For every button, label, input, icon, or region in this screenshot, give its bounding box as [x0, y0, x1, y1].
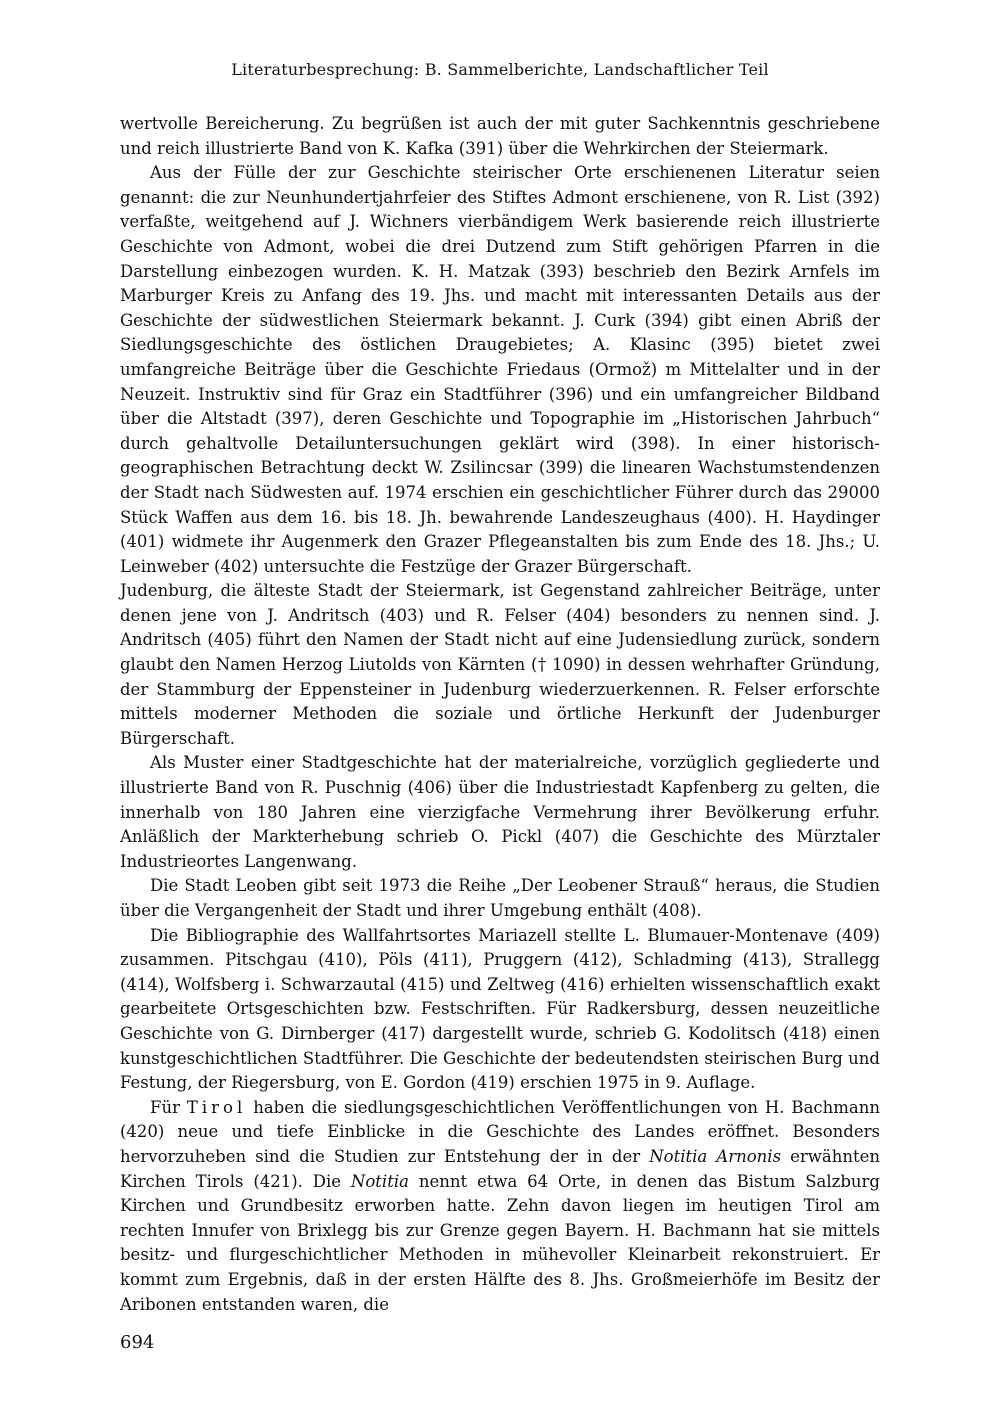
p7-italic-notitia: Notitia — [350, 1171, 409, 1191]
paragraph-1: wertvolle Bereicherung. Zu begrüßen ist auch der mit guter Sachkenntnis geschriebene und reich illustrierte Band von K. Kafka (391) über die Wehrkirchen der Steiermark. — [120, 114, 880, 158]
document-page — [120, 58, 880, 1317]
running-header: Literaturbesprechung: B. Sammelberichte, Landschaftlicher Teil — [231, 60, 769, 79]
p7-lead: Für — [150, 1097, 180, 1117]
p7-spaced-word: Tirol — [186, 1097, 247, 1117]
paragraph-5: Die Stadt Leoben gibt seit 1973 die Reihe „Der Leobener Strauß“ heraus, die Studien über die Vergangenheit der Stadt und ihrer Umgebung enthält (408). — [120, 876, 880, 920]
paragraph-7 — [120, 1096, 880, 1317]
p7-italic-notitia-arnonis: Notitia Arnonis — [649, 1146, 782, 1166]
paragraph-2: Aus der Fülle der zur Geschichte steirischer Orte erschienenen Literatur seien genannt: die zur Neunhundertjahrfeier des Stiftes Admont erschienene, von R. List (392) verfaßte, weitgehend auf J. Wichners vierbändigem Werk basierende reich illustrierte Geschichte von Admont, wobei die drei Dutzend zum Stift gehörigen Pfarren in die Darstellung einbezogen wurden. K. H. Matzak (393) beschrieb den Bezirk Arnfels im Marburger Kreis zu Anfang des 19. Jhs. und macht mit interessanten Details aus der Geschichte der südwestlichen Steiermark bekannt. J. Curk (394) gibt einen Abriß der Siedlungsgeschichte des östlichen Draugebietes; A. Klasinc (395) bietet zwei umfangreiche Beiträge über die Geschichte Friedaus (Ormož) m Mittelalter und in der Neuzeit. Instruktiv sind für Graz ein Stadtführer (396) und ein umfangreicher Bildband über die Altstadt (397), deren Geschichte und Topographie im „Historischen Jahrbuch“ durch gehaltvolle Detailuntersuchungen geklärt wird (398). In einer historisch-geographischen Betrachtung deckt W. Zsilincsar (399) die linearen Wachstumstendenzen der Stadt nach Südwesten auf. 1974 erschien ein geschichtlicher Führer durch das 29000 Stück Waffen aus dem 16. bis 18. Jh. bewahrende Landeszeughaus (400). H. Haydinger (401) widmete ihr Augenmerk den Grazer Pflegeanstalten bis zum Ende des 18. Jhs.; U. Leinweber (402) untersuchte die Festzüge der Grazer Bürgerschaft. — [120, 163, 880, 576]
page-number: 694 — [120, 1332, 155, 1353]
p7-text-c: nennt etwa 64 Orte, in denen das Bistum Salzburg Kirchen und Grundbesitz erworben hatte. Zehn davon liegen im heutigen Tirol am rechten Innufer von Brixlegg bis zur Grenze gegen Bayern. H. Bachmann hat sie mittels besitz- und flurgeschichtlicher Methoden in mühevoller Kleinarbeit rekonstruiert. Er kommt zum Ergebnis, daß in der ersten Hälfte des 8. Jhs. Großmeierhöfe im Besitz der Aribonen entstanden waren, die — [120, 1171, 880, 1314]
paragraph-4: Als Muster einer Stadtgeschichte hat der materialreiche, vorzüglich gegliederte und illustrierte Band von R. Puschnig (406) über die Industriestadt Kapfenberg zu gelten, die innerhalb von 180 Jahren eine vierzigfache Vermehrung ihrer Bevölkerung erfuhr. Anläßlich der Markterhebung schrieb O. Pickl (407) die Geschichte des Mürztaler Industrieortes Langenwang. — [120, 753, 880, 871]
p7-text-b: erwähnten Kirchen Tirols (421). Die — [120, 1146, 880, 1191]
paragraph-6: Die Bibliographie des Wallfahrtsortes Mariazell stellte L. Blumauer-Montenave (409) zusammen. Pitschgau (410), Pöls (411), Pruggern (412), Schladming (413), Strallegg (414), Wolfsberg i. Schwarzautal (415) und Zeltweg (416) erhielten wissenschaftlich exakt gearbeitete Ortsgeschichten bzw. Festschriften. Für Radkersburg, dessen neuzeitliche Geschichte von G. Dirnberger (417) dargestellt wurde, schrieb G. Kodolitsch (418) einen kunstgeschichtlichen Stadtführer. Die Geschichte der bedeutendsten steirischen Burg und Festung, der Riegersburg, von E. Gordon (419) erschien 1975 in 9. Auflage. — [120, 925, 880, 1093]
p7-text-a: haben die siedlungsgeschichtlichen Veröffentlichungen von H. Bachmann (420) neue und tiefe Einblicke in die Geschichte des Landes eröffnet. Besonders hervorzuheben sind die Studien zur Entstehung der in der — [120, 1097, 881, 1166]
paragraph-3: Judenburg, die älteste Stadt der Steiermark, ist Gegenstand zahlreicher Beiträge, unter denen jene von J. Andritsch (403) und R. Felser (404) besonders zu nennen sind. J. Andritsch (405) führt den Namen der Stadt nicht auf eine Judensiedlung zurück, sondern glaubt den Namen Herzog Liutolds von Kärnten († 1090) in dessen wehrhafter Gründung, der Stammburg der Eppensteiner in Judenburg wiederzuerkennen. R. Felser erforschte mittels moderner Methoden die soziale und örtliche Herkunft der Judenburger Bürgerschaft. — [120, 581, 880, 748]
